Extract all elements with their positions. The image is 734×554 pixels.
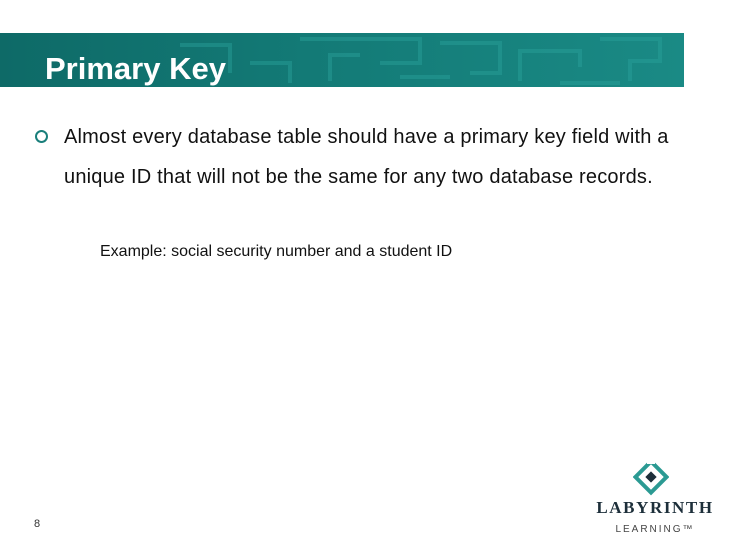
example-text: Example: social security number and a student ID [100,243,453,260]
bullet-text: Almost every database table should have a primary key field with a unique ID that will not be the same for any two database records. [64,126,669,188]
bullet-ring-icon [35,130,48,143]
page-number: 8 [34,518,41,530]
labyrinth-logo [585,458,725,540]
labyrinth-diamond-icon [633,458,669,496]
logo-tagline: LEARNING™ [615,524,695,535]
page-title: Primary Key [45,51,226,86]
logo-wordmark: LABYRINTH [596,498,714,517]
